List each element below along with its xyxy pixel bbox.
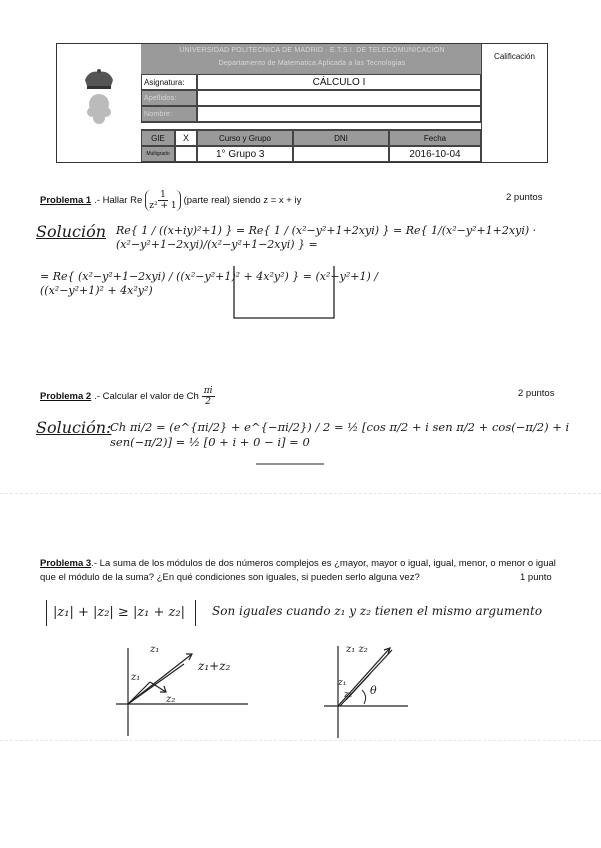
problem-2-line-1: Ch πi/2 = (e^{πi/2} + e^{−πi/2}) / 2 = ½ [cos π/2 + i sen π/2 + cos(−π/2) + i sen(−π/2)] = ½ [0 + i + 0 − i] = 0 xyxy=(110,420,570,449)
calificacion-label: Calificación xyxy=(494,52,535,61)
fig1-z1-top: z₁ xyxy=(150,644,160,655)
apellidos-label: Apellidos: xyxy=(144,94,177,102)
fig2-theta-label: θ xyxy=(370,684,377,697)
spacer-row xyxy=(141,122,481,130)
nombre-label-cell xyxy=(141,106,197,122)
university-line: UNIVERSIDAD POLITECNICA DE MADRID · E.T.S.I. DE TELECOMUNICACION xyxy=(179,47,445,54)
nombre-label: Nombre: xyxy=(144,110,173,118)
gie-label: GIE xyxy=(151,133,165,143)
collinear-vectors-figure xyxy=(320,642,410,742)
problem-3-inequality: |z₁| + |z₂| ≥ |z₁ + z₂| xyxy=(46,600,196,626)
problem-1-text-a: .- Hallar Re xyxy=(94,195,143,206)
problem-2-solution-label: Solución: xyxy=(36,418,112,437)
problem-3-points: 1 punto xyxy=(520,572,552,583)
dni-label-cell xyxy=(293,130,389,146)
gie-mark-cell xyxy=(175,130,197,146)
problem-1-result-box xyxy=(230,264,350,324)
fig1-sum-label: z₁+z₂ xyxy=(198,659,231,673)
department-line: Departamento de Matematica Aplicada a las Tecnologias xyxy=(218,60,406,67)
problem-3-title: Problema 3 xyxy=(40,558,92,569)
gie-label-cell xyxy=(141,130,175,146)
page-fold-top xyxy=(0,493,601,494)
curso-label-cell xyxy=(197,130,293,146)
problem-2-title: Problema 2 xyxy=(40,391,92,402)
fecha-value: 2016-10-04 xyxy=(409,148,461,160)
apellidos-value-cell xyxy=(197,90,481,106)
dni-label: DNI xyxy=(334,133,348,143)
problem-2-fraction-num: πi xyxy=(203,386,213,396)
dni-value-cell xyxy=(293,146,389,162)
problem-1-fraction-den: z² + 1 xyxy=(149,201,177,211)
vector-sum-figure xyxy=(112,642,252,742)
problem-1-fraction-num: 1 xyxy=(160,190,166,200)
problem-1-points: 2 puntos xyxy=(506,192,543,203)
fig2-z2-label: z₂ xyxy=(344,690,353,700)
crest-logo xyxy=(79,68,119,128)
small-label: Multigrado xyxy=(146,151,170,157)
asignatura-value-cell xyxy=(197,74,481,90)
problem-1-line-1: Re{ 1 / ((x+iy)²+1) } = Re{ 1 / (x²−y²+1+2xyi) } = Re{ 1/(x²−y²+1+2xyi) · (x²−y²+1−2xyi)/(x²−y²+1−2xyi) } = xyxy=(116,224,537,251)
calificacion-box xyxy=(481,44,547,162)
nombre-value-cell xyxy=(197,106,481,122)
fig1-z2-label: z₂ xyxy=(166,694,176,705)
apellidos-label-cell xyxy=(141,90,197,106)
fig1-z1-left: z₁ xyxy=(131,672,141,683)
problem-2-underline xyxy=(256,462,326,466)
exam-header xyxy=(56,43,548,163)
curso-value: 1° Grupo 3 xyxy=(216,148,265,160)
problem-1-title: Problema 1 xyxy=(40,195,92,206)
problem-2-fraction xyxy=(202,386,215,407)
asignatura-label: Asignatura: xyxy=(144,77,185,87)
problem-1-fraction xyxy=(145,190,180,211)
fig2-z1-label: z₁ xyxy=(338,678,347,688)
fecha-label: Fecha xyxy=(423,133,447,143)
problem-3-answer: Son iguales cuando z₁ y z₂ tienen el mismo argumento xyxy=(212,604,543,618)
fecha-value-cell xyxy=(389,146,481,162)
problem-2-statement xyxy=(40,386,215,407)
problem-2-text-a: .- Calcular el valor de Ch xyxy=(94,391,199,402)
problem-1-statement xyxy=(40,190,510,211)
problem-3-text-a: .- La suma de los módulos de dos números complejos es ¿mayor, mayor o igual, igual, menor, o menor o igual que el módulo de la suma? ¿En qué condiciones son iguales, si pueden serlo alguna vez? xyxy=(40,558,556,583)
problem-2-fraction-den: 2 xyxy=(205,397,212,407)
problem-1-line-2: = Re{ (x²−y²+1−2xyi) / ((x²−y²+1)² + 4x²y²) } = (x²−y²+1) / ((x²−y²+1)² + 4x²y²) xyxy=(40,270,378,297)
problem-1-text-b: (parte real) siendo z = x + iy xyxy=(183,195,302,206)
problem-1-solution-label: Solución xyxy=(36,222,107,241)
curso-label: Curso y Grupo xyxy=(218,133,272,143)
small-blank-cell xyxy=(175,146,197,162)
fig2-top-label: z₁ z₂ xyxy=(346,644,368,655)
asignatura-label-cell xyxy=(141,74,197,90)
small-label-cell xyxy=(141,146,175,162)
asignatura-value: CÁLCULO I xyxy=(312,76,366,88)
curso-value-cell xyxy=(197,146,293,162)
page-fold-bottom xyxy=(0,740,601,741)
fecha-label-cell xyxy=(389,130,481,146)
gie-mark: X xyxy=(182,133,189,143)
problem-3-statement xyxy=(40,557,560,585)
problem-2-points: 2 puntos xyxy=(518,388,555,399)
